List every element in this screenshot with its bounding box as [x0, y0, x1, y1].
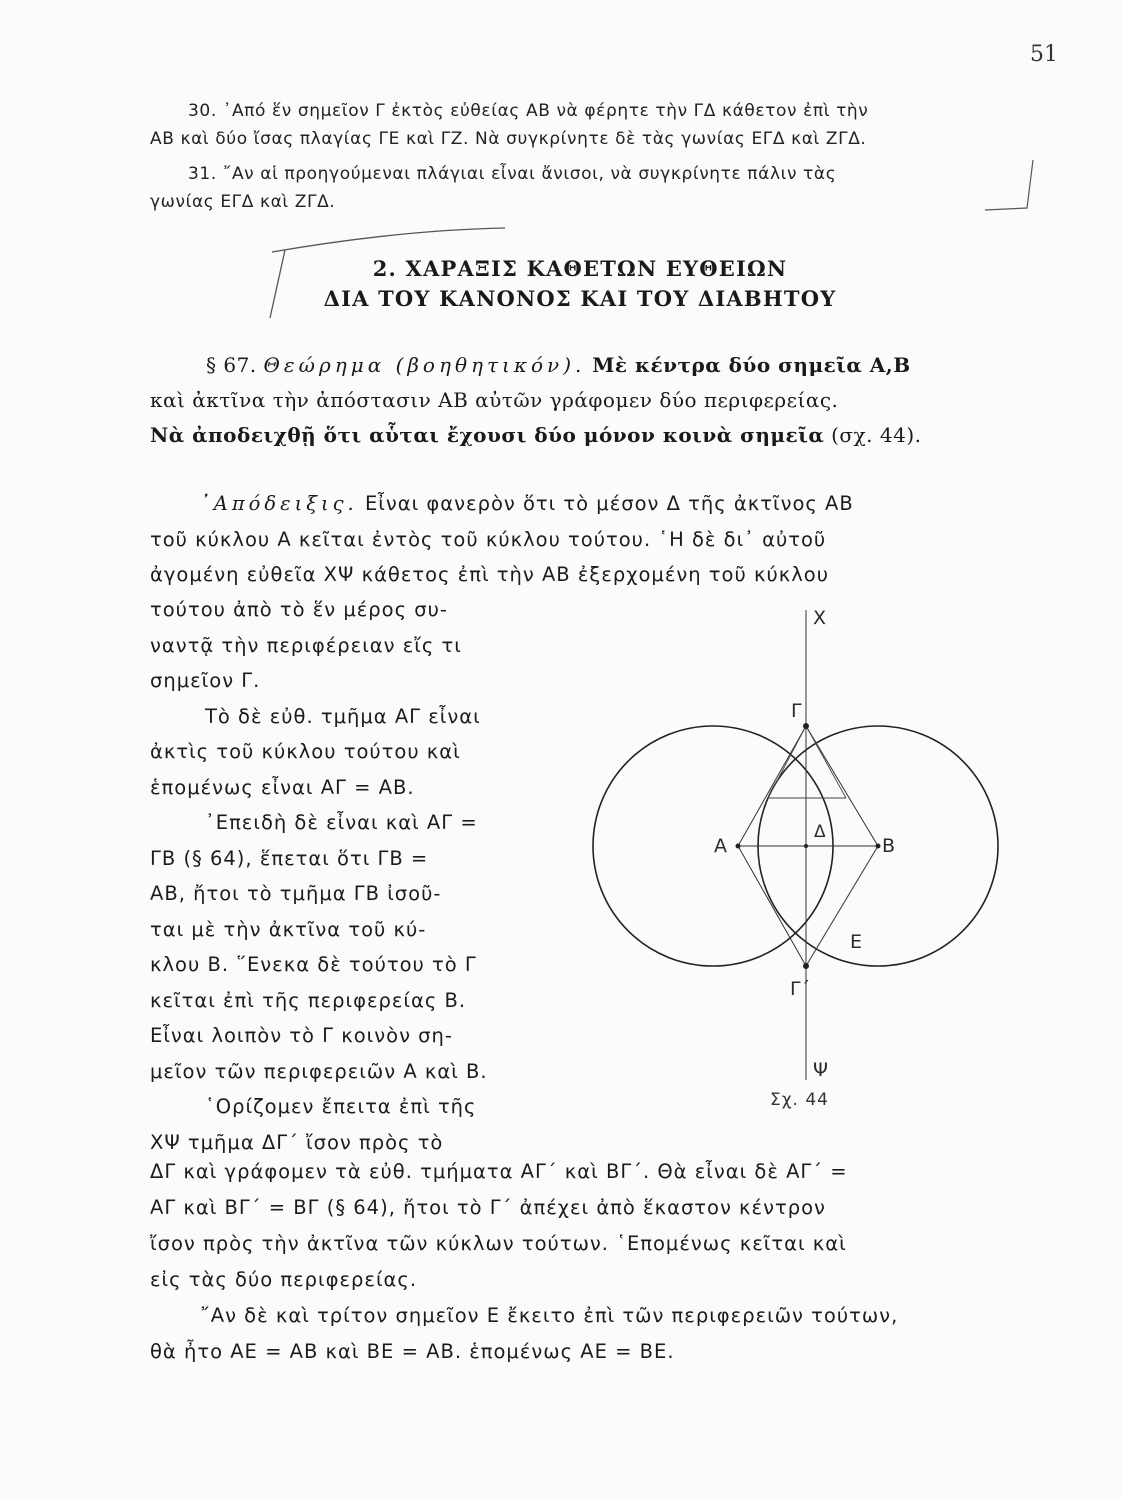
pencil-bracket-right: [985, 160, 1033, 210]
label-x: Χ: [813, 607, 827, 629]
page-number: 51: [1030, 42, 1058, 67]
label-psi: Ψ: [813, 1059, 828, 1081]
proof-line-1: [200, 486, 854, 522]
proof-narrow-line: ΧΨ τμῆμα ΔΓ΄ ἴσον πρὸς τὸ: [150, 1130, 444, 1154]
theorem-number: § 67.: [206, 353, 257, 377]
section-title-line-2: ΔΙΑ ΤΟΥ ΚΑΝΟΝΟΣ ΚΑΙ ΤΟΥ ΔΙΑΒΗΤΟΥ: [323, 286, 837, 311]
proof-narrow-line: τούτου ἀπὸ τὸ ἕν μέρος συ-: [150, 598, 448, 621]
point-d: [804, 844, 808, 848]
inner-line-left: [768, 726, 806, 798]
proof-narrow-column: [150, 592, 570, 1160]
proof-bottom-line-6: θὰ ἦτο ΑΕ = ΑΒ καὶ ΒΕ = ΑΒ. ἑπομένως ΑΕ = ΒΕ.: [150, 1340, 675, 1363]
point-g: [803, 723, 809, 729]
proof-narrow-line: κεῖται ἐπὶ τῆς περιφερείας Β.: [150, 988, 467, 1012]
proof-narrow-line: ται μὲ τὴν ἀκτῖνα τοῦ κύ-: [150, 917, 427, 941]
exercise-30-line-2: ΑΒ καὶ δύο ἴσας πλαγίας ΓΕ καὶ ΓΖ. Νὰ συγκρίνητε δὲ τὰς γωνίας ΕΓΔ καὶ ΖΓΔ.: [150, 129, 867, 149]
point-gp: [803, 963, 809, 969]
pencil-bracket-left: [270, 250, 285, 318]
proof-narrow-line: ᾿Επειδὴ δὲ εἶναι καὶ ΑΓ =: [205, 811, 478, 834]
proof-narrow-line: Τὸ δὲ εὐθ. τμῆμα ΑΓ εἶναι: [205, 704, 481, 728]
proof-narrow-line: μεῖον τῶν περιφερειῶν Α καὶ Β.: [150, 1059, 488, 1083]
theorem-line-1: [206, 348, 911, 383]
label-b: Β: [882, 835, 896, 857]
exercise-31-line-1: 31. ῎Αν αἱ προηγούμεναι πλάγιαι εἶναι ἄνισοι, νὰ συγκρίνητε πάλιν τὰς: [188, 164, 837, 184]
theorem-label: Θεώρημα (βοηθητικόν).: [263, 353, 586, 377]
proof-line-2: τοῦ κύκλου Α κεῖται ἐντὸς τοῦ κύκλου τούτου. ῾Η δὲ δι᾽ αὐτοῦ: [150, 528, 827, 551]
proof-bottom-line-5: ῎Αν δὲ καὶ τρίτον σημεῖον Ε ἔκειτο ἐπὶ τῶν περιφερειῶν τούτων,: [200, 1304, 899, 1327]
theorem-figure-ref: (σχ. 44).: [831, 423, 922, 447]
proof-narrow-line: σημεῖον Γ.: [150, 669, 261, 692]
theorem-line-3: [150, 418, 922, 453]
label-a: Α: [714, 835, 727, 857]
label-e: Ε: [850, 931, 863, 953]
proof-bottom-line-4: εἰς τὰς δύο περιφερείας.: [150, 1268, 418, 1291]
proof-narrow-line: ἀκτὶς τοῦ κύκλου τούτου καὶ: [150, 740, 461, 763]
theorem-statement-3: Νὰ ἀποδειχθῇ ὅτι αὗται ἔχουσι δύο μόνον κοινὰ σημεῖα: [150, 423, 825, 447]
proof-narrow-line: κλου Β. ῞Ενεκα δὲ τούτου τὸ Γ: [150, 953, 477, 976]
proof-narrow-line: ΑΒ, ἤτοι τὸ τμῆμα ΓΒ ἰσοῦ-: [150, 882, 442, 905]
pencil-curve: [272, 228, 505, 252]
proof-narrow-line: ΓΒ (§ 64), ἕπεται ὅτι ΓΒ =: [150, 846, 429, 870]
section-title-line-1: 2. ΧΑΡΑΞΙΣ ΚΑΘΕΤΩΝ ΕΥΘΕΙΩΝ: [372, 256, 788, 281]
inner-line-right: [806, 726, 846, 798]
proof-label: ᾿Απόδειξις.: [200, 492, 358, 515]
proof-bottom-line-2: ΑΓ καὶ ΒΓ΄ = ΒΓ (§ 64), ἤτοι τὸ Γ΄ ἀπέχει ἀπὸ ἕκαστον κέντρον: [150, 1196, 826, 1219]
exercise-31-line-2: γωνίας ΕΓΔ καὶ ΖΓΔ.: [150, 192, 336, 212]
label-gp: Γ΄: [790, 978, 811, 1000]
figure-caption: Σχ. 44: [770, 1090, 830, 1110]
proof-bottom-line-1: ΔΓ καὶ γράφομεν τὰ εὐθ. τμήματα ΑΓ΄ καὶ ΒΓ΄. Θὰ εἶναι δὲ ΑΓ΄ =: [150, 1160, 848, 1183]
proof-narrow-line: Εἶναι λοιπὸν τὸ Γ κοινὸν ση-: [150, 1024, 453, 1047]
label-d: Δ: [814, 822, 826, 842]
theorem-statement-2: καὶ ἀκτῖνα τὴν ἀπόστασιν ΑΒ αὐτῶν γράφομεν δύο περιφερείας.: [150, 388, 839, 412]
point-a: [736, 844, 741, 849]
proof-narrow-line: ἑπομένως εἶναι ΑΓ = ΑΒ.: [150, 775, 415, 799]
proof-text-1: Εἶναι φανερὸν ὅτι τὸ μέσον Δ τῆς ἀκτῖνος ΑΒ: [364, 492, 854, 515]
figure-44: [570, 590, 1050, 1090]
label-g: Γ: [791, 700, 802, 722]
point-b: [876, 844, 881, 849]
exercise-30-line-1: 30. ᾿Από ἕν σημεῖον Γ ἐκτὸς εὐθείας ΑΒ νὰ φέρητε τὴν ΓΔ κάθετον ἐπὶ τὴν: [188, 101, 869, 121]
theorem-statement-1: Μὲ κέντρα δύο σημεῖα Α,Β: [592, 353, 911, 377]
proof-line-3: ἀγομένη εὐθεῖα ΧΨ κάθετος ἐπὶ τὴν ΑΒ ἐξερχομένη τοῦ κύκλου: [150, 563, 829, 586]
proof-bottom-line-3: ἴσον πρὸς τὴν ἀκτῖνα τῶν κύκλων τούτων. ῾Επομένως κεῖται καὶ: [150, 1232, 847, 1255]
proof-narrow-line: ναντᾷ τὴν περιφέρειαν εἴς τι: [150, 633, 462, 657]
proof-narrow-line: ῾Ορίζομεν ἔπειτα ἐπὶ τῆς: [205, 1095, 477, 1118]
